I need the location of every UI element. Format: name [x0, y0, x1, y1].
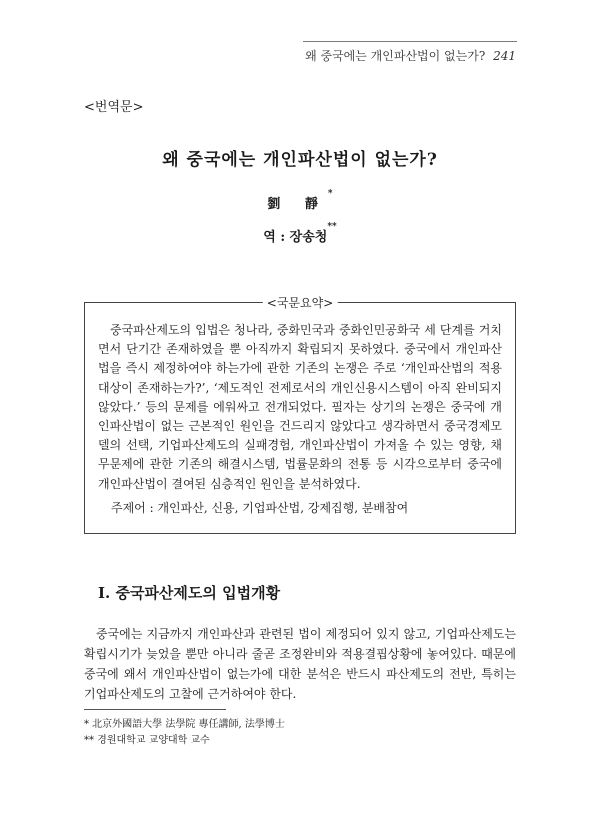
abstract-label: <국문요약>: [263, 294, 338, 311]
body-paragraph: 중국에는 지금까지 개인파산과 관련된 법이 제정되어 있지 않고, 기업파산제도는 확립시기가 늦었을 뿐만 아니라 줄곧 조정완비와 적용결핍상황에 놓여있다. 때문에 중국에 왜서 개인파산법이 없는가에 대한 분석은 반드시 파산제도의 전반, 특히는 기업파산제도의 고찰에 근거하여야 한다.: [84, 627, 516, 701]
translator: [0, 222, 600, 245]
running-header: [305, 47, 516, 64]
page-number: 241: [493, 49, 516, 63]
author: [0, 189, 600, 212]
document-type: <번역문>: [84, 100, 144, 115]
abstract-text: 중국파산제도의 입법은 청나라, 중화민국과 중화인민공화국 세 단계를 거치면서 단기간 존재하였을 뿐 아직까지 확립되지 못하였다. 중국에서 개인파산법을 즉시 제정하여야 하는가에 관한 기존의 논쟁은 주로 ‘개인파산법의 적용대상이 존재하는가?’, ‘제도적인 전제로서의 개인신용시스템이 아직 완비되지 않았다.’ 등의 문제를 에워싸고 전개되었다. 필자는 상기의 논쟁은 중국에 개인파산법이 없는 근본적인 원인을 건드리지 않았다고 생각하면서 중국경제모델의 선택, 기업파산제도의 실패경험, 개인파산법이 가져올 수 있는 영향, 채무문제에 관한 기존의 해결시스템, 법률문화의 전통 등 시각으로부터 중국에 개인파산법이 결여된 심층적인 원인을 분석하였다.: [98, 323, 502, 491]
abstract-box: [84, 296, 516, 534]
translator-footnote-mark: **: [327, 222, 337, 232]
translator-name: 역 : 장송청: [263, 230, 328, 245]
footnote-rule: [84, 709, 226, 710]
footnote-author: * 北京外國語大學 法學院 專任講師, 法學博士: [84, 719, 285, 730]
section-heading: Ⅰ. 중국파산제도의 입법개황: [98, 584, 281, 602]
footnote-translator: ** 경원대학교 교양대학 교수: [84, 735, 210, 746]
article-title: 왜 중국에는 개인파산법이 없는가?: [162, 150, 438, 170]
header-rule: [303, 41, 517, 42]
keywords: 주제어 : 개인파산, 신용, 기업파산법, 강제집행, 분배참여: [111, 501, 409, 515]
author-name: 劉 靜: [267, 197, 328, 212]
author-footnote-mark: *: [327, 189, 333, 199]
running-header-title: 왜 중국에는 개인파산법이 없는가?: [305, 49, 486, 63]
